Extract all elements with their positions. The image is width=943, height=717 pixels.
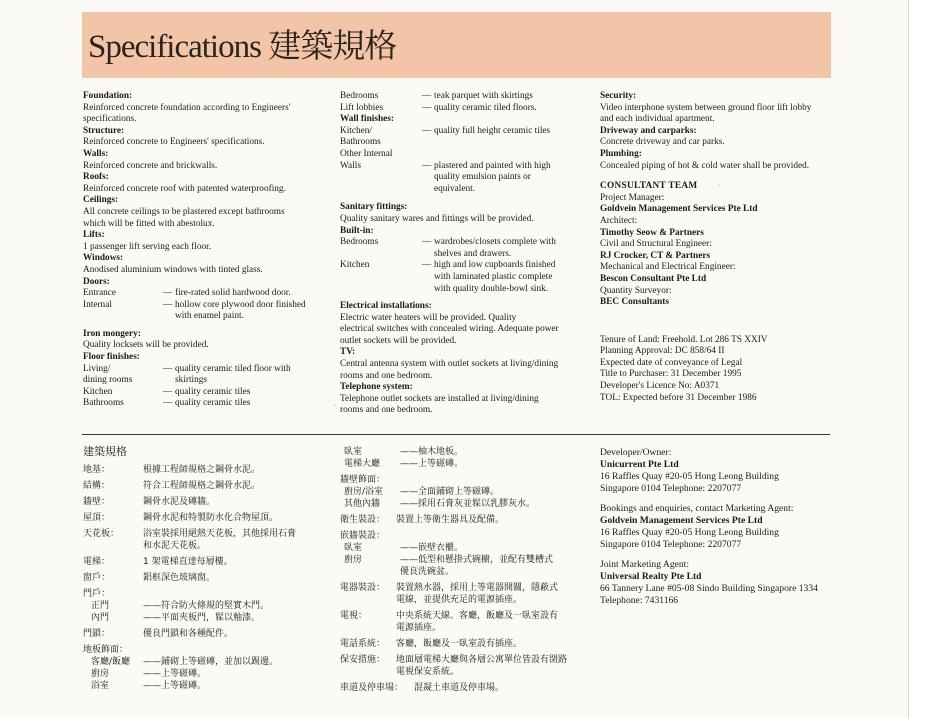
spec-value: with quality double-bowl sink. (434, 283, 549, 294)
page-edge (908, 0, 943, 717)
spec-key: Kitchen (83, 386, 113, 397)
spec-key: Bedrooms (340, 91, 379, 101)
team-name: Goldvein Management Services Pte Ltd (600, 204, 758, 215)
spec-text: Central antenna system with outlet sockets at living/dining (340, 359, 559, 370)
cn-row (83, 656, 333, 668)
spec-row (83, 398, 333, 410)
cn-key: 浴室 (91, 681, 110, 691)
spec-row (340, 260, 588, 295)
spec-heading: Floor finishes: (83, 352, 140, 363)
cn-value: ——平面夾板門，髹以釉漆。 (143, 613, 261, 623)
cn-row (83, 668, 333, 680)
spec-value: equivalent. (434, 183, 476, 194)
team-name: RJ Crocker, CT & Partners (600, 250, 711, 261)
cn-row (83, 480, 333, 492)
spec-row (83, 387, 333, 399)
spec-key: Living/ (83, 363, 111, 374)
cn-value: 1 架電梯直達每層樓。 (143, 557, 233, 567)
spec-key: Entrance (83, 288, 117, 299)
dash: — (163, 386, 173, 397)
spec-key: Walls (340, 160, 361, 171)
spec-text: which will be fitted with abestolux. (83, 218, 215, 229)
spec-heading: Foundation: (83, 91, 133, 101)
cn-row (340, 542, 590, 554)
dash: — (163, 299, 173, 310)
team-role: Civil and Structural Engineer: (600, 239, 712, 250)
spec-value: skirtings (175, 375, 208, 386)
cn-key: 天花板： (83, 529, 120, 539)
cn-value: ——低型和懸掛式碗櫥，並配有雙槽式 (400, 555, 554, 565)
spec-text: Reinforced concrete and brickwalls. (83, 160, 218, 171)
contact-heading: Developer/Owner: (600, 447, 672, 458)
cn-value: 鋼骨水泥和特製防水化合物屋頂。 (143, 513, 279, 523)
cn-key: 地基： (83, 465, 111, 475)
spec-text: Telephone outlet sockets are installed at living/dining (340, 393, 539, 404)
cn-row (340, 610, 590, 634)
team-role: Architect: (600, 215, 638, 226)
spec-heading: Sanitary fittings: (340, 202, 408, 213)
spec-key: Bedrooms (340, 237, 379, 248)
spec-text: and each individual apartment. (600, 114, 715, 125)
cn-key: 正門 (91, 601, 110, 611)
spec-text: Concrete driveway and car parks. (600, 137, 725, 148)
team-role: Mechanical and Electrical Engineer: (600, 262, 736, 273)
cn-value: 符合工程師規格之鋼骨水泥。 (143, 481, 261, 491)
spec-text: Reinforced concrete to Engineers' specifications. (83, 137, 265, 148)
spec-value: high and low cupboards finished (434, 260, 556, 271)
spec-value: quality ceramic tiles (175, 398, 251, 409)
cn-row (340, 458, 590, 470)
spec-value: wardrobes/closets complete with (434, 237, 556, 248)
contact-heading: Bookings and enquiries, contact Marketing Agent: (600, 503, 794, 514)
contact-address: Singapore 0104 Telephone: 2207077 (600, 483, 742, 494)
cn-value: 電線，並提供充足的電源插座。 (396, 595, 523, 605)
spec-heading: Security: (600, 91, 637, 101)
spec-key: Bathrooms (340, 137, 381, 148)
dash: — (163, 363, 173, 374)
dash: — (422, 160, 432, 171)
cn-key: 臥室 (344, 543, 363, 553)
spec-value: teak parquet with skirtings (434, 91, 533, 101)
cn-row (83, 496, 333, 508)
spec-heading: Lifts: (83, 230, 105, 241)
contact-address: 16 Raffles Quay #20-05 Hong Leong Building (600, 527, 779, 538)
spec-text: Quality locksets will be provided. (83, 340, 209, 351)
spec-value: fire-rated solid hardwood door. (175, 288, 291, 299)
cn-key: 車道及停車場： (340, 683, 404, 693)
cn-value: ——採用石膏灰並髹以乳膠灰水。 (400, 499, 536, 509)
cn-key: 廚房 (344, 555, 363, 565)
cn-key: 窗戶： (83, 573, 111, 583)
cn-value: 裝置上等衛生器具及配備。 (396, 515, 505, 525)
cn-value: ——柚木地板。 (400, 447, 464, 457)
spec-row (340, 237, 588, 260)
cn-value: 鋼骨水泥及磚牆。 (143, 497, 216, 507)
dash: — (163, 398, 173, 409)
cn-row (340, 582, 590, 606)
spec-heading: Structure: (83, 125, 125, 136)
spec-row (340, 103, 588, 115)
section-divider (82, 434, 830, 435)
contact-address: Telephone: 7431166 (600, 595, 679, 606)
spec-key: Lift lobbies (340, 102, 384, 113)
spec-row (83, 288, 333, 300)
spec-value: quality ceramic tiled floor with (175, 363, 291, 374)
chinese-column-1 (83, 446, 333, 696)
tenure-line: Title to Purchaser: 31 December 1995 (600, 369, 742, 380)
cn-row (83, 556, 333, 568)
spec-key: Kitchen/ (340, 125, 373, 136)
spec-row (340, 161, 588, 196)
spec-text: rooms and one bedroom. (340, 370, 433, 381)
cn-value: 中央系統天線。客廳，飯廳及一臥室設有 (396, 611, 559, 621)
spec-key: Internal (83, 299, 112, 310)
spec-value: quality full height ceramic tiles (434, 125, 551, 136)
cn-row (83, 680, 333, 692)
team-name: BEC Consultants (600, 297, 669, 308)
stray-mark: ˌ (333, 397, 336, 406)
spec-column-3 (600, 91, 840, 404)
page-title: Specifications 建築規格 (88, 29, 397, 65)
contact-name: Universal Realty Pte Ltd (600, 571, 702, 582)
team-role: Quantity Surveyor: (600, 285, 672, 296)
cn-value: ——上等磁磚。 (143, 669, 207, 679)
spec-text: 1 passenger lift serving each floor. (83, 241, 212, 252)
spec-value: quality ceramic tiled floors. (434, 102, 537, 113)
cn-value: 優良門鎖和各種配件。 (143, 629, 234, 639)
cn-row (340, 654, 590, 678)
spec-heading: Driveway and carparks: (600, 125, 697, 136)
cn-key: 門鎖： (83, 629, 111, 639)
header-banner (82, 12, 831, 78)
contact-address: Singapore 0104 Telephone: 2207077 (600, 539, 742, 550)
cn-key: 屋頂： (83, 513, 111, 523)
cn-row (83, 628, 333, 640)
cn-key: 廚房 (91, 669, 110, 679)
spec-heading: Plumbing: (600, 148, 642, 159)
cn-row (340, 638, 590, 650)
spec-text: Anodised aluminium windows with tinted glass. (83, 264, 263, 275)
spec-text: Video interphone system between ground floor lift lobby (600, 102, 812, 113)
cn-row (83, 512, 333, 524)
spec-heading: Ceilings: (83, 195, 119, 206)
cn-value: 裝置熱水器，採用上等電器開關，隱蔽式 (396, 583, 559, 593)
cn-value: 地面層電梯大廳與各層公寓單位皆設有閉路 (396, 655, 568, 665)
cn-key: 其他內牆 (344, 499, 381, 509)
spec-heading: Doors: (83, 276, 110, 287)
tenure-line: TOL: Expected before 31 December 1986 (600, 392, 757, 403)
spec-value: with laminated plastic complete (434, 271, 553, 282)
spec-key: Other Internal (340, 148, 393, 159)
cn-value: 客廳，飯廳及一臥室設有插座。 (396, 639, 523, 649)
cn-key: 內門 (91, 613, 110, 623)
cn-row (340, 486, 590, 498)
team-role: Project Manager: (600, 192, 665, 203)
spec-text: rooms and one bedroom. (340, 405, 433, 416)
dash: — (422, 125, 432, 136)
cn-value: 電源插座。 (396, 623, 442, 633)
spec-text: Quality sanitary wares and fittings will be provided. (340, 213, 534, 224)
spec-heading: Built-in: (340, 225, 374, 236)
spec-key: dining rooms (83, 375, 133, 386)
cn-value: ——全面鋪砌上等磁磚。 (400, 487, 500, 497)
cn-row (83, 528, 333, 552)
chinese-column-2 (340, 446, 590, 698)
team-name: Bescon Consultant Pte Ltd (600, 273, 707, 284)
contact-name: Goldvein Management Services Pte Ltd (600, 515, 763, 526)
cn-key: 結構： (83, 481, 111, 491)
spec-heading: Wall finishes: (340, 114, 394, 125)
cn-value: ——上等磁磚。 (400, 459, 464, 469)
dash: — (422, 102, 432, 113)
cn-row (340, 682, 590, 694)
cn-key: 電梯： (83, 557, 111, 567)
dash: — (163, 288, 173, 299)
cn-value: 優良洗碗盆。 (400, 567, 455, 577)
spec-heading: Electrical installations: (340, 301, 432, 312)
cn-key: 電梯大廳 (344, 459, 381, 469)
spec-row (83, 300, 333, 323)
contact-name: Unicurrent Pte Ltd (600, 459, 679, 470)
cn-key: 電話系統： (340, 639, 386, 649)
cn-key: 衛生裝設： (340, 515, 386, 525)
spec-heading: Roofs: (83, 172, 109, 183)
cn-row (340, 498, 590, 510)
spec-row (340, 91, 588, 103)
spec-column-2 (340, 91, 588, 417)
developer-column (600, 447, 850, 607)
dash: — (422, 237, 432, 248)
dash: — (422, 91, 432, 101)
spec-text: Reinforced concrete foundation according to Engineers' (83, 102, 291, 113)
spec-value: plastered and painted with high (434, 160, 551, 171)
cn-value: ——符合防火條規的堅實木門。 (143, 601, 270, 611)
cn-row (83, 464, 333, 476)
spec-text: Reinforced concrete roof with patented waterproofing. (83, 183, 286, 194)
spec-value: quality emulsion paints or (434, 172, 531, 183)
spec-text: Concealed piping of hot & cold water shall be provided. (600, 160, 810, 171)
cn-value: 電視保安系統。 (396, 667, 460, 677)
cn-heading: 牆壁飾面： (340, 475, 386, 485)
tenure-line: Developer's Licence No: A0371 (600, 381, 720, 392)
spec-heading: Windows: (83, 253, 124, 264)
spec-value: hollow core plywood door finished (175, 299, 306, 310)
cn-key: 電視： (340, 611, 368, 621)
cn-value: ——嵌壁衣櫃。 (400, 543, 464, 553)
spec-heading: Walls: (83, 148, 109, 159)
tenure-line: Expected date of conveyance of Legal (600, 357, 743, 368)
tenure-line: Tenure of Land: Freehold. Lot 286 TS XXIV (600, 334, 768, 345)
cn-key: 廚房/浴室 (344, 487, 384, 497)
cn-key: 電器裝設： (340, 583, 386, 593)
spec-text: All concrete ceilings to be plastered except bathrooms (83, 206, 285, 217)
spec-value: with enamel paint. (175, 311, 244, 322)
chinese-title: 建築規格 (83, 445, 127, 458)
cn-key: 臥室 (344, 447, 363, 457)
spec-text: specifications. (83, 114, 137, 125)
spec-key: Bathrooms (83, 398, 124, 409)
spec-key: Kitchen (340, 260, 370, 271)
cn-value: 和水泥天花板。 (143, 541, 207, 551)
spec-value: shelves and drawers. (434, 248, 512, 259)
spec-value: quality ceramic tiles (175, 386, 251, 397)
cn-heading: 地板飾面： (83, 645, 129, 655)
stray-mark: ˊ (718, 184, 721, 192)
spec-text: electrical switches with concealed wiring. Adequate power (340, 324, 559, 335)
spec-text: Electric water heaters will be provided. Quality (340, 312, 517, 323)
cn-value: ——鋪砌上等磁磚，並加以踢邊。 (143, 657, 279, 667)
cn-key: 牆壁： (83, 497, 111, 507)
spec-row (340, 126, 588, 161)
cn-row (340, 446, 590, 458)
cn-value: 浴室裝採用絕熱天花板，其他採用石膏 (143, 529, 297, 539)
cn-value: ——上等磁磚。 (143, 681, 207, 691)
consultant-team-heading: CONSULTANT TEAM (600, 181, 698, 192)
spec-heading: TV: (340, 347, 356, 358)
cn-value: 混凝土車道及停車場。 (414, 683, 505, 693)
cn-key: 保安措施： (340, 655, 386, 665)
spec-column-1 (83, 91, 333, 410)
cn-heading: 嵌牆裝設： (340, 531, 386, 541)
contact-heading: Joint Marketing Agent: (600, 559, 689, 570)
spec-row (83, 364, 333, 387)
cn-row (83, 612, 333, 624)
cn-row (83, 572, 333, 584)
spec-text: outlet sockets will be provided. (340, 335, 457, 346)
cn-key: 客廳/飯廳 (91, 657, 131, 667)
cn-row (340, 514, 590, 526)
tenure-line: Planning Approval: DC 858/64 II (600, 346, 725, 357)
contact-address: 16 Raffles Quay #20-05 Hong Leong Building (600, 471, 779, 482)
cn-value: 根據工程師規格之鋼骨水泥。 (143, 465, 261, 475)
team-name: Timothy Seow & Partners (600, 227, 704, 238)
dash: — (422, 260, 432, 271)
cn-value: 鋁框深色玻璃窗。 (143, 573, 216, 583)
spec-heading: Iron mongery: (83, 328, 141, 339)
spec-heading: Telephone system: (340, 382, 413, 393)
cn-row (83, 600, 333, 612)
cn-row (340, 554, 590, 578)
contact-address: 66 Tannery Lane #05-08 Sindo Building Singapore 1334 (600, 583, 818, 594)
cn-heading: 門戶： (83, 589, 111, 599)
